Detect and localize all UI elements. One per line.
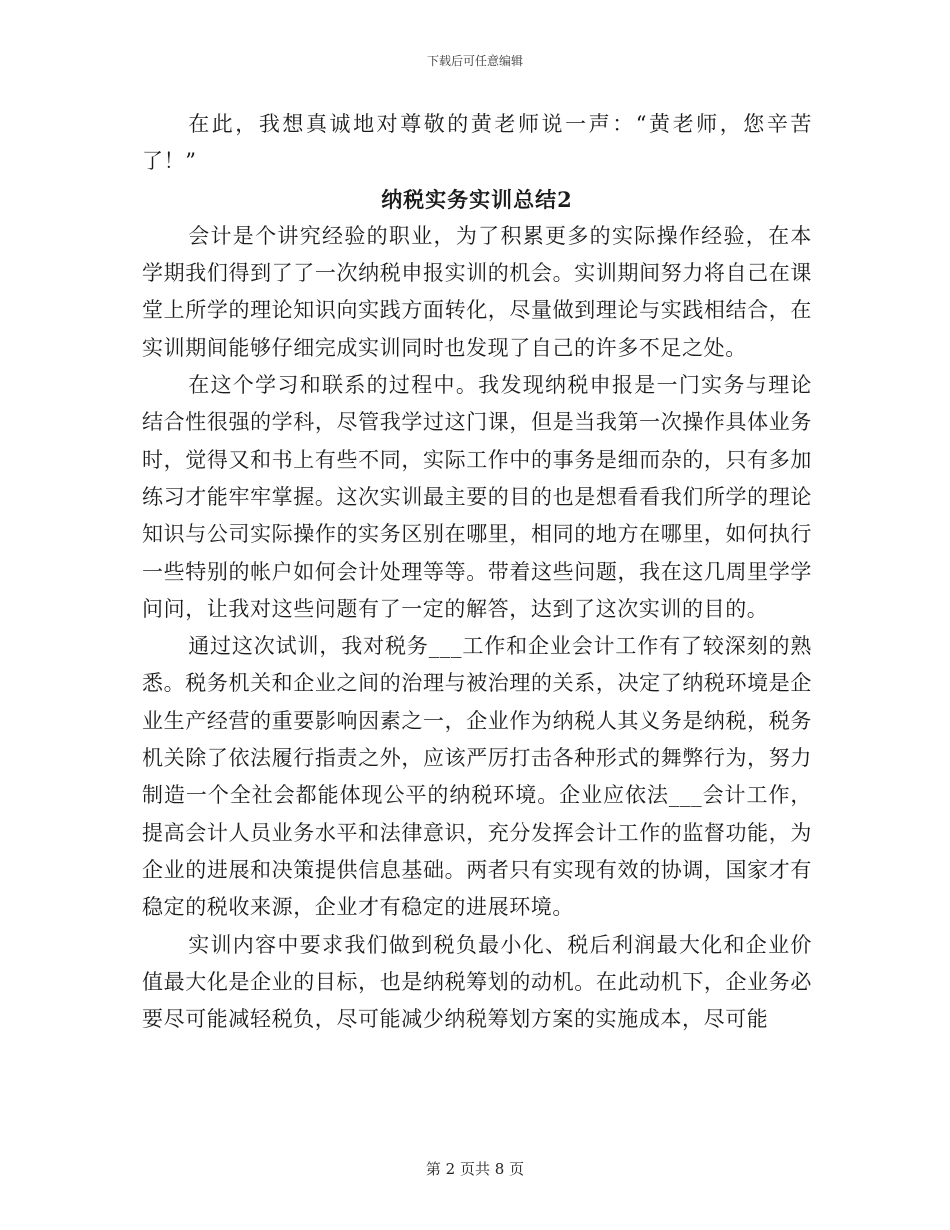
header-note: 下载后可任意编辑 [426,54,523,68]
body-paragraph: 在这个学习和联系的过程中。我发现纳税申报是一门实务与理论结合性很强的学科，尽管我学过这门课，但是当我第一次操作具体业务时，觉得又和书上有些不同，实际工作中的事务是细而杂的，只有多加练习才能牢牢掌握。这次实训最主要的目的也是想看看我们所学的理论知识与公司实际操作的实务区别在哪里，相同的地方在哪里，如何执行一些特别的帐户如何会计处理等等。带着这些问题，我在这几周里学学问问，让我对这些问题有了一定的解答，达到了这次实训的目的。 [142,373,812,621]
body-paragraph: 通过这次试训，我对税务___工作和企业会计工作有了较深刻的熟悉。税务机关和企业之间的治理与被治理的关系，决定了纳税环境是企业生产经营的重要影响因素之一，企业作为纳税人其义务是纳税，税务机关除了依法履行指责之外，应该严厉打击各种形式的舞弊行为，努力制造一个全社会都能体现公平的纳税环境。企业应依法___会计工作，提高会计人员业务水平和法律意识，充分发挥会计工作的监督功能，为企业的进展和决策提供信息基础。两者只有实现有效的协调，国家才有稳定的税收来源，企业才有稳定的进展环境。 [142,634,812,920]
document-body [142,106,812,1038]
page-number: 第 2 页共 8 页 [425,1160,525,1178]
body-paragraph: 会计是个讲究经验的职业，为了积累更多的实际操作经验，在本学期我们得到了了一次纳税申报实训的机会。实训期间努力将自己在课堂上所学的理论知识向实践方面转化，尽量做到理论与实践相结合，在实训期间能够仔细完成实训同时也发现了自己的许多不足之处。 [142,223,812,360]
intro-paragraph: 在此，我想真诚地对尊敬的黄老师说一声：“黄老师，您辛苦了！” [142,112,812,174]
body-paragraph: 实训内容中要求我们做到税负最小化、税后利润最大化和企业价值最大化是企业的目标，也是纳税筹划的动机。在此动机下，企业务必要尽可能减轻税负，尽可能减少纳税筹划方案的实施成本，尽可能 [142,932,812,1032]
section-title: 纳税实务实训总结2 [381,186,573,212]
